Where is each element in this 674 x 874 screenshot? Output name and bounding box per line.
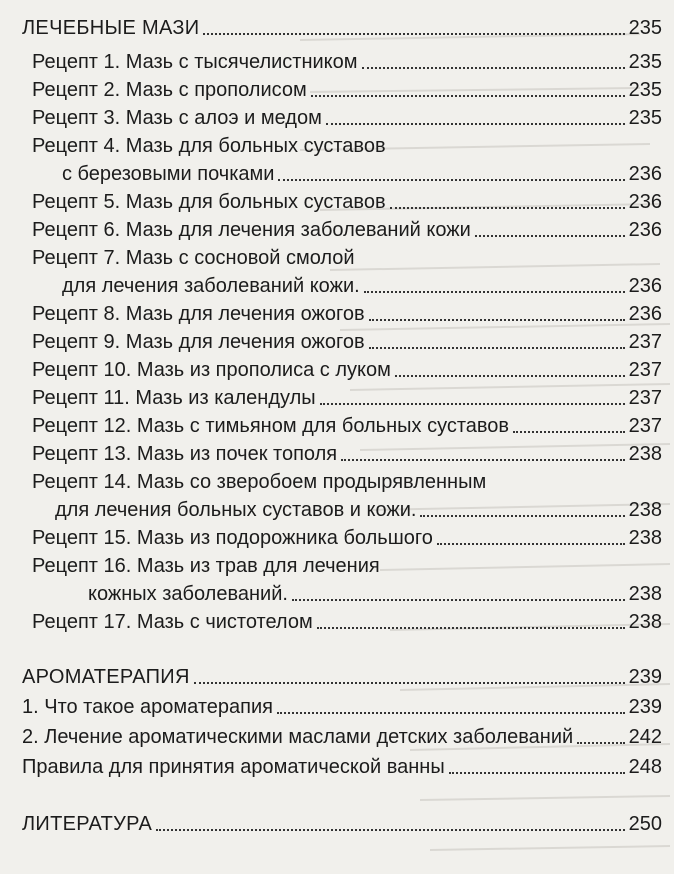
entry-title-line-1: Рецепт 7. Мазь с сосновой смолой <box>32 247 355 269</box>
page-number: 235 <box>628 51 662 73</box>
toc-section-literature[interactable] <box>22 812 662 836</box>
entry-title: Рецепт 13. Мазь из почек тополя <box>32 443 338 465</box>
page-number: 242 <box>628 726 662 748</box>
page-number: 238 <box>628 611 662 633</box>
page-number: 236 <box>628 163 662 185</box>
entry-title: Рецепт 2. Мазь с прополисом <box>32 79 307 101</box>
entry-title-line-1: Рецепт 16. Мазь из трав для лечения <box>32 555 380 577</box>
dot-leader <box>203 33 624 35</box>
entry-title: Правила для принятия ароматической ванны <box>22 756 445 778</box>
toc-entry[interactable] <box>88 582 662 606</box>
entry-title: Рецепт 12. Мазь с тимьяном для больных суставов <box>32 415 510 437</box>
toc-entry[interactable] <box>32 50 662 74</box>
entry-title-line-1: Рецепт 4. Мазь для больных суставов <box>32 135 386 157</box>
toc-entry[interactable] <box>32 442 662 466</box>
dot-leader <box>395 375 625 377</box>
dot-leader <box>369 319 625 321</box>
toc-entry[interactable] <box>32 330 662 354</box>
dot-leader <box>390 207 625 209</box>
page-number: 239 <box>628 696 662 718</box>
dot-leader <box>326 123 625 125</box>
dot-leader <box>449 772 625 774</box>
entry-title: Рецепт 10. Мазь из прополиса с луком <box>32 359 391 381</box>
entry-title-continuation: для лечения заболеваний кожи. <box>62 275 360 297</box>
toc-entry[interactable] <box>32 414 662 438</box>
dot-leader <box>362 67 625 69</box>
toc-entry[interactable] <box>62 162 662 186</box>
dot-leader <box>292 599 625 601</box>
entry-title: Рецепт 1. Мазь с тысячелистником <box>32 51 358 73</box>
toc-section-aromatherapy[interactable] <box>22 665 662 689</box>
page-number: 235 <box>628 107 662 129</box>
page-number: 237 <box>628 387 662 409</box>
dot-leader <box>278 179 624 181</box>
dot-leader <box>317 627 625 629</box>
dot-leader <box>311 95 625 97</box>
entry-title-continuation: для лечения больных суставов и кожи. <box>55 499 417 521</box>
dot-leader <box>277 712 625 714</box>
entry-title-line-1: Рецепт 14. Мазь со зверобоем продырявленным <box>32 471 487 493</box>
section-title: ЛИТЕРАТУРА <box>22 813 153 835</box>
page-number: 250 <box>628 813 662 835</box>
toc-entry[interactable] <box>32 190 662 214</box>
entry-title-continuation: с березовыми почками <box>62 163 275 185</box>
page-number: 237 <box>628 359 662 381</box>
dot-leader <box>369 347 625 349</box>
page-number: 236 <box>628 303 662 325</box>
dot-leader <box>475 235 625 237</box>
entry-title: Рецепт 11. Мазь из календулы <box>32 387 316 409</box>
toc-entry[interactable] <box>22 725 662 749</box>
page-number: 236 <box>628 275 662 297</box>
page-number: 238 <box>628 443 662 465</box>
section-title: ЛЕЧЕБНЫЕ МАЗИ <box>22 17 200 39</box>
dot-leader <box>156 829 625 831</box>
toc-entry[interactable] <box>22 695 662 719</box>
entry-title: Рецепт 8. Мазь для лечения ожогов <box>32 303 365 325</box>
dot-leader <box>194 682 625 684</box>
page-number: 238 <box>628 527 662 549</box>
entry-title-continuation: кожных заболеваний. <box>88 583 288 605</box>
page-number: 236 <box>628 191 662 213</box>
dot-leader <box>577 742 624 744</box>
section-title: АРОМАТЕРАПИЯ <box>22 666 190 688</box>
toc-section-ointments[interactable] <box>22 16 662 40</box>
dot-leader <box>420 515 624 517</box>
dot-leader <box>364 291 625 293</box>
entry-title: 2. Лечение ароматическими маслами детских заболеваний <box>22 726 574 748</box>
entry-title: 1. Что такое ароматерапия <box>22 696 273 718</box>
dot-leader <box>320 403 625 405</box>
toc-entry[interactable] <box>22 755 662 779</box>
toc-entry[interactable] <box>32 610 662 634</box>
toc-entry[interactable] <box>32 358 662 382</box>
page-number: 237 <box>628 331 662 353</box>
page-number: 235 <box>628 17 662 39</box>
toc-entry[interactable] <box>32 218 662 242</box>
entry-title: Рецепт 9. Мазь для лечения ожогов <box>32 331 365 353</box>
entry-title: Рецепт 15. Мазь из подорожника большого <box>32 527 433 549</box>
dot-leader <box>513 431 625 433</box>
toc-entry[interactable] <box>32 526 662 550</box>
page-number: 236 <box>628 219 662 241</box>
page-number: 235 <box>628 79 662 101</box>
toc-entry[interactable] <box>32 302 662 326</box>
toc-entry[interactable] <box>32 386 662 410</box>
entry-title: Рецепт 5. Мазь для больных суставов <box>32 191 386 213</box>
entry-title: Рецепт 6. Мазь для лечения заболеваний кожи <box>32 219 471 241</box>
page-number: 239 <box>628 666 662 688</box>
dot-leader <box>437 543 625 545</box>
page-number: 238 <box>628 499 662 521</box>
entry-title: Рецепт 3. Мазь с алоэ и медом <box>32 107 322 129</box>
toc-entry[interactable] <box>55 498 662 522</box>
toc-entry[interactable] <box>32 78 662 102</box>
dot-leader <box>341 459 625 461</box>
page-number: 237 <box>628 415 662 437</box>
page-number: 238 <box>628 583 662 605</box>
toc-entry[interactable] <box>32 106 662 130</box>
entry-title: Рецепт 17. Мазь с чистотелом <box>32 611 313 633</box>
toc-entry[interactable] <box>62 274 662 298</box>
page-number: 248 <box>628 756 662 778</box>
